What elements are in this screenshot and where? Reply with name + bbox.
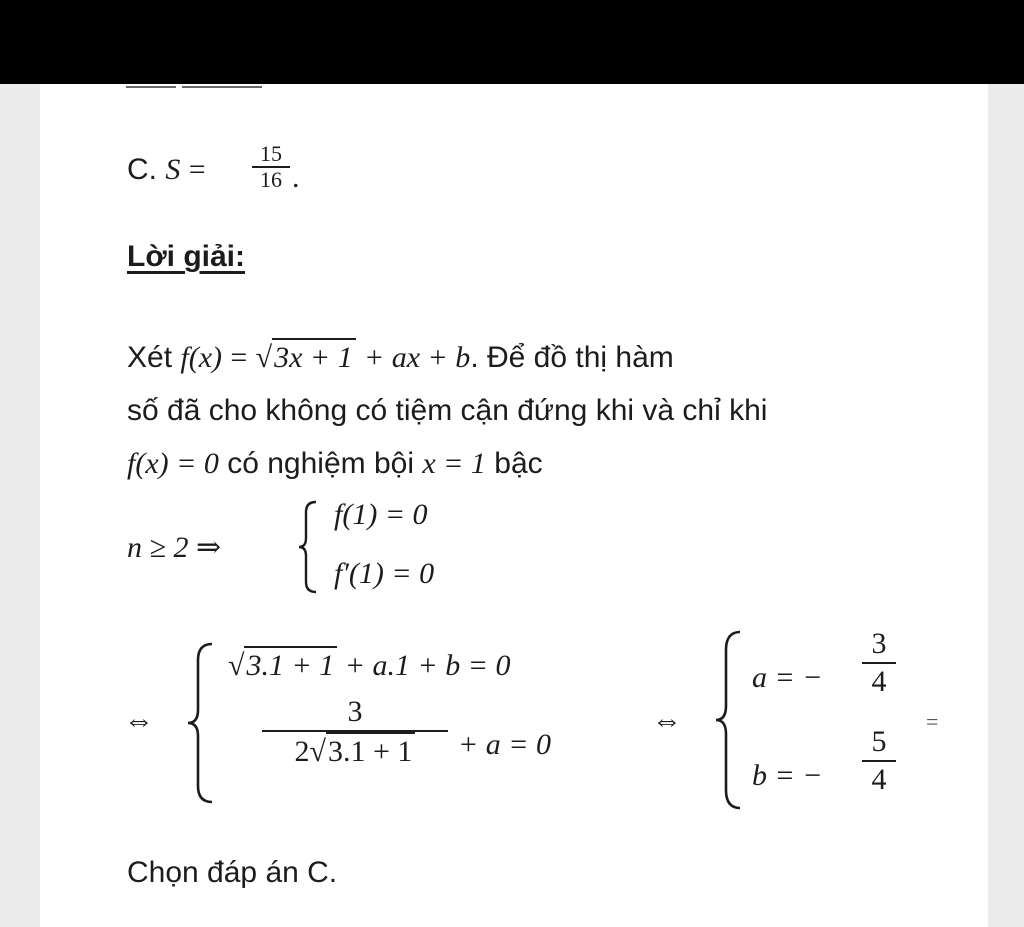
radicand: 3x + 1 xyxy=(272,338,356,376)
sqrt-expr: √3.1 + 1 xyxy=(228,646,337,684)
a-equation-lhs: a = − xyxy=(752,661,823,694)
radicand: 3.1 + 1 xyxy=(326,732,415,770)
iff-symbol: ⇔ xyxy=(124,704,154,737)
math-eq: = xyxy=(230,341,248,374)
fraction-3-4 xyxy=(862,626,896,700)
math-rest: + ax + b xyxy=(364,341,471,374)
cropped-line-fragment xyxy=(126,86,176,88)
cropped-line-fragment xyxy=(182,86,262,88)
option-label: C. xyxy=(127,153,157,186)
period: . xyxy=(292,161,300,194)
text: có nghiệm bội xyxy=(227,447,415,480)
conclusion-text: Chọn đáp án C. xyxy=(127,856,338,889)
text: Xét xyxy=(127,341,173,374)
math-var: S xyxy=(165,153,181,186)
sqrt-expr: √3.1 + 1 xyxy=(310,732,416,770)
equation-fprime1: f′(1) = 0 xyxy=(334,557,435,590)
fraction-eq-2 xyxy=(262,694,448,770)
left-brace xyxy=(184,640,216,806)
para-line-3 xyxy=(127,446,543,482)
text: bậc xyxy=(494,447,543,480)
math-eq: = xyxy=(188,153,206,186)
left-brace xyxy=(296,498,320,596)
left-brace xyxy=(712,628,744,814)
para-line-1 xyxy=(127,338,674,376)
math-rest: + a = 0 xyxy=(458,728,551,761)
trailing-equals: = xyxy=(926,709,939,734)
fraction-denominator xyxy=(262,732,448,770)
para-line-2: số đã cho không có tiệm cận đứng khi và chỉ khi xyxy=(127,394,768,427)
fraction-numerator: 15 xyxy=(260,141,282,166)
solution-heading: Lời giải: xyxy=(127,240,245,273)
math-condition: n ≥ 2 ⇒ xyxy=(127,531,222,564)
text: . Để đồ thị hàm xyxy=(470,341,674,374)
radicand: 3.1 + 1 xyxy=(244,646,337,684)
coefficient: 2 xyxy=(294,735,310,768)
fraction-15-16 xyxy=(252,142,290,192)
option-c xyxy=(127,152,206,188)
system-eq-1 xyxy=(228,646,510,684)
top-black-bar xyxy=(0,0,1024,84)
fraction-5-4 xyxy=(862,724,896,798)
equation-f1: f(1) = 0 xyxy=(334,498,428,531)
b-equation-lhs: b = − xyxy=(752,759,823,792)
fraction-numerator: 3 xyxy=(871,627,887,660)
math-rest: + a.1 + b = 0 xyxy=(344,649,511,682)
content-card xyxy=(40,84,988,927)
math-expr: f(x) = 0 xyxy=(127,447,219,480)
fraction-numerator: 3 xyxy=(347,695,363,728)
sqrt-expr: √3x + 1 xyxy=(256,338,356,376)
fraction-denominator: 4 xyxy=(871,763,887,796)
math-expr: x = 1 xyxy=(422,447,486,480)
iff-symbol: ⇔ xyxy=(652,704,682,737)
math-fx: f(x) xyxy=(180,341,223,374)
fraction-numerator: 5 xyxy=(871,725,887,758)
fraction-denominator: 16 xyxy=(260,167,282,192)
fraction-denominator: 4 xyxy=(871,665,887,698)
